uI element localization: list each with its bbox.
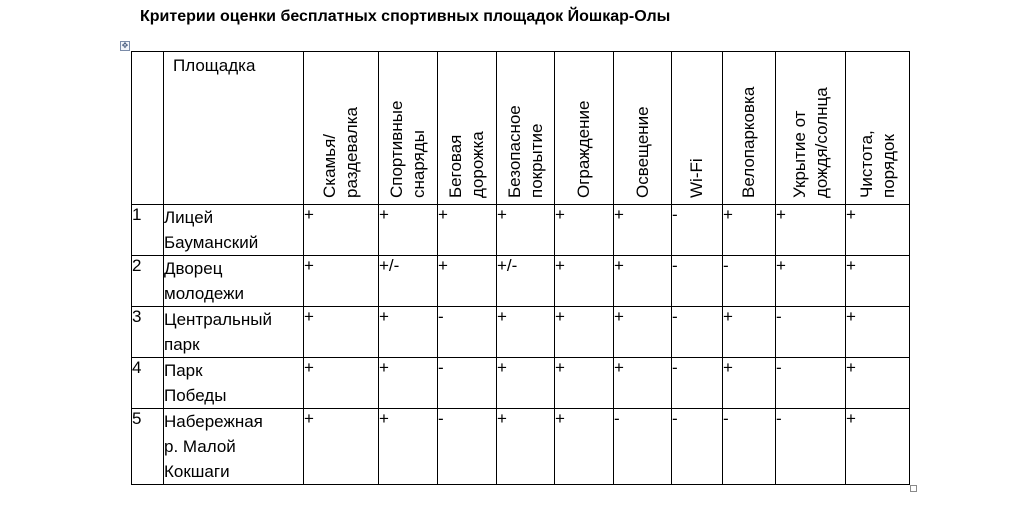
header-criterion	[776, 52, 846, 205]
value-cell: -	[438, 358, 497, 409]
value-cell: +	[379, 205, 438, 256]
value-cell: -	[776, 307, 846, 358]
table-move-handle-icon[interactable]: ✥	[121, 41, 129, 50]
row-number: 2	[132, 256, 164, 307]
value-cell: +	[723, 358, 776, 409]
value-cell: +	[497, 409, 555, 485]
value-cell: +	[555, 409, 614, 485]
header-criterion	[555, 52, 614, 205]
value-cell: +	[304, 409, 379, 485]
document-title: Критерии оценки бесплатных спортивных площадок Йошкар-Олы	[140, 8, 671, 25]
value-cell: +	[438, 205, 497, 256]
header-criterion	[614, 52, 672, 205]
value-cell: +	[304, 256, 379, 307]
value-cell: +	[614, 358, 672, 409]
value-cell: +	[497, 358, 555, 409]
table-row	[132, 358, 910, 409]
value-cell: -	[672, 358, 723, 409]
header-place: Площадка	[164, 52, 304, 205]
row-number: 3	[132, 307, 164, 358]
header-num-cell	[132, 52, 164, 205]
criterion-label: Освещение	[632, 106, 652, 198]
value-cell: +	[776, 205, 846, 256]
value-cell: -	[438, 307, 497, 358]
value-cell: +/-	[497, 256, 555, 307]
criterion-label: Чистота, порядок	[856, 130, 898, 198]
value-cell: +	[846, 409, 910, 485]
table-row	[132, 409, 910, 485]
table-row	[132, 205, 910, 256]
place-name: Парк Победы	[164, 358, 304, 409]
value-cell: -	[723, 409, 776, 485]
value-cell: +	[614, 205, 672, 256]
row-number: 4	[132, 358, 164, 409]
table-resize-handle[interactable]	[910, 485, 917, 492]
criteria-table	[131, 51, 910, 485]
value-cell: +	[304, 205, 379, 256]
value-cell: +	[846, 256, 910, 307]
row-number: 5	[132, 409, 164, 485]
value-cell: -	[672, 409, 723, 485]
criterion-label: Укрытие от дождя/солнца	[789, 87, 831, 198]
value-cell: -	[614, 409, 672, 485]
value-cell: -	[723, 256, 776, 307]
header-criterion	[438, 52, 497, 205]
criterion-label: Ограждение	[574, 100, 593, 198]
value-cell: -	[672, 205, 723, 256]
value-cell: -	[776, 409, 846, 485]
value-cell: +	[379, 307, 438, 358]
value-cell: +	[555, 307, 614, 358]
value-cell: +	[776, 256, 846, 307]
place-name: Центральный парк	[164, 307, 304, 358]
header-criterion	[846, 52, 910, 205]
criterion-label: Скамья/ раздевалка	[320, 107, 361, 198]
value-cell: +	[723, 205, 776, 256]
table-row	[132, 307, 910, 358]
value-cell: -	[672, 307, 723, 358]
table-row	[132, 256, 910, 307]
value-cell: +	[555, 256, 614, 307]
row-number: 1	[132, 205, 164, 256]
value-cell: -	[776, 358, 846, 409]
place-name: Набережная р. Малой Кокшаги	[164, 409, 304, 485]
value-cell: +	[846, 205, 910, 256]
value-cell: +	[555, 205, 614, 256]
value-cell: -	[672, 256, 723, 307]
criterion-label: Безопасное покрытие	[504, 105, 546, 198]
value-cell: +	[438, 256, 497, 307]
value-cell: +	[497, 205, 555, 256]
value-cell: +	[497, 307, 555, 358]
value-cell: +	[846, 358, 910, 409]
criterion-label: Спортивные снаряды	[387, 100, 428, 198]
value-cell: +	[723, 307, 776, 358]
value-cell: +	[304, 358, 379, 409]
criterion-label: Wi-Fi	[687, 158, 706, 198]
value-cell: +	[846, 307, 910, 358]
value-cell: +	[304, 307, 379, 358]
header-row	[132, 52, 910, 205]
criterion-label: Беговая дорожка	[446, 131, 487, 198]
header-criterion	[723, 52, 776, 205]
value-cell: -	[438, 409, 497, 485]
value-cell: +	[614, 256, 672, 307]
value-cell: +	[555, 358, 614, 409]
value-cell: +/-	[379, 256, 438, 307]
header-criterion	[379, 52, 438, 205]
header-criterion	[672, 52, 723, 205]
value-cell: +	[614, 307, 672, 358]
header-criterion	[497, 52, 555, 205]
value-cell: +	[379, 409, 438, 485]
header-criterion	[304, 52, 379, 205]
place-name: Дворец молодежи	[164, 256, 304, 307]
value-cell: +	[379, 358, 438, 409]
place-name: Лицей Бауманский	[164, 205, 304, 256]
criterion-label: Велопарковка	[739, 86, 758, 198]
